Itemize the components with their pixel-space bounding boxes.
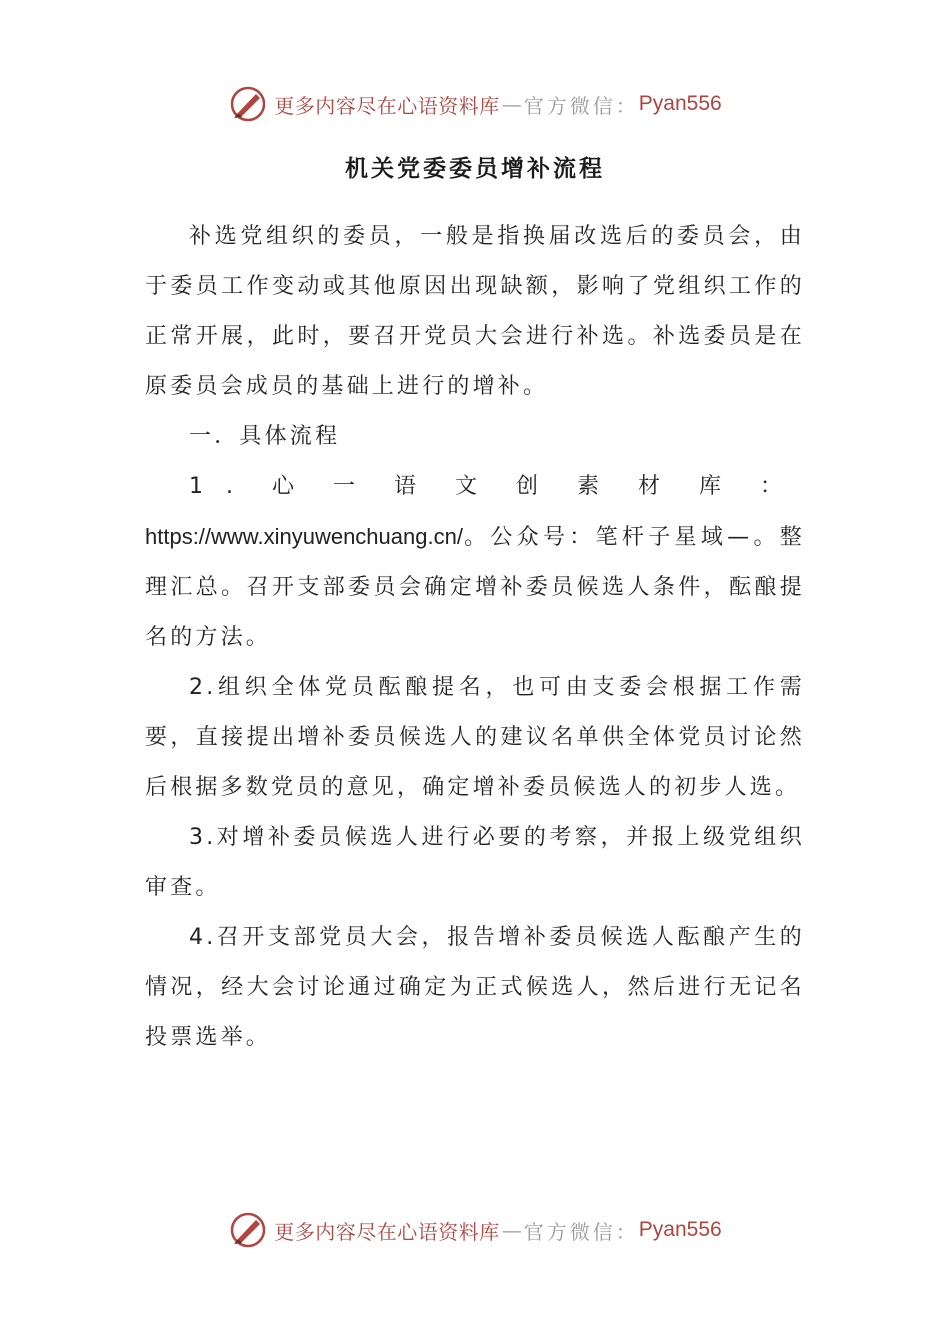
- watermark-banner-bottom: [0, 1208, 950, 1252]
- section-heading: 一．具体流程: [189, 424, 341, 449]
- watermark-wechat-label: 官方微信：: [523, 1219, 639, 1244]
- step-3-paragraph: 3.对增补委员候选人进行必要的考察，并报上级党组织审查。: [145, 825, 805, 900]
- step-4-paragraph: 4.召开支部党员大会，报告增补委员候选人酝酿产生的情况，经大会讨论通过确定为正式候选人，然后进行无记名投票选举。: [145, 925, 805, 1050]
- watermark-separator: —: [501, 92, 522, 116]
- intro-paragraph: 补选党组织的委员，一般是指换届改选后的委员会，由于委员工作变动或其他原因出现缺额，影响了党组织工作的正常开展，此时，要召开党员大会进行补选。补选委员是在原委员会成员的基础上进行的增补。: [145, 224, 805, 399]
- document-title: 机关党委委员增补流程: [345, 156, 605, 182]
- step-1-url: https://www.xinyuwenchuang.cn/: [145, 524, 463, 549]
- step-1-number: 1.: [189, 474, 256, 499]
- watermark-wechat-id: Pyan556: [638, 92, 722, 115]
- step-2-paragraph: 2.组织全体党员酝酿提名，也可由支委会根据工作需要，直接提出增补委员候选人的建议名单供全体党员讨论然后根据多数党员的意见，确定增补委员候选人的初步人选。: [145, 675, 805, 800]
- watermark-banner-top: [0, 82, 950, 126]
- step-1-text: 。公众号：笔杆子星域—。整理汇总。召开支部委员会确定增补委员候选人条件，酝酿提名的方法。: [145, 525, 805, 650]
- pen-logo-icon: [228, 84, 268, 124]
- pen-logo-icon: [228, 1210, 268, 1250]
- watermark-separator: —: [501, 1218, 522, 1242]
- watermark-wechat-id: Pyan556: [638, 1218, 722, 1241]
- watermark-text: 更多内容尽在心语资料库: [274, 93, 500, 118]
- watermark-text: 更多内容尽在心语资料库: [274, 1219, 500, 1244]
- watermark-wechat-label: 官方微信：: [523, 93, 639, 118]
- step-1-label: 心一语文创素材库：: [256, 474, 805, 499]
- step-1-paragraph: [145, 462, 805, 663]
- document-body: [145, 212, 805, 1063]
